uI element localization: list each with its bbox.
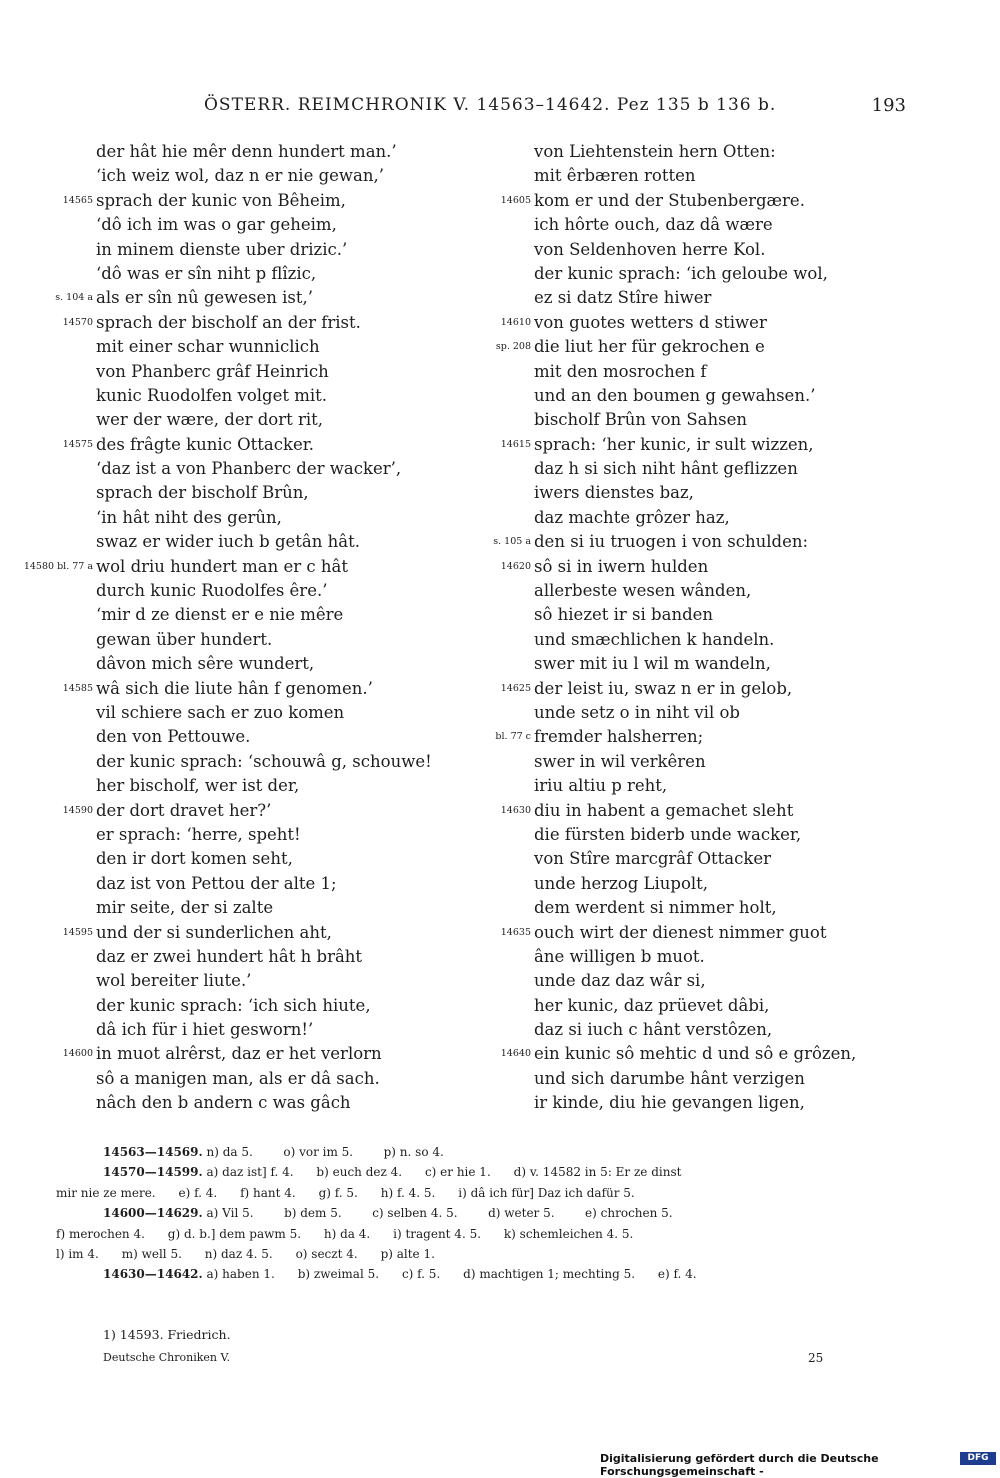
verse-line bbox=[480, 823, 950, 847]
verse-text: des frâgte kunic Ottacker. bbox=[96, 434, 315, 454]
verse-line bbox=[0, 799, 470, 823]
verse-text: der kunic sprach: ‘ich geloube wol, bbox=[534, 263, 828, 283]
verse-line bbox=[0, 481, 470, 505]
verse-line bbox=[480, 506, 950, 530]
verse-line bbox=[480, 140, 950, 164]
verse-text: den von Pettouwe. bbox=[96, 727, 251, 747]
verse-text: swaz er wider iuch b getân hât. bbox=[96, 532, 360, 552]
dfg-banner bbox=[600, 1447, 1000, 1478]
verse-line bbox=[0, 433, 470, 457]
verse-line bbox=[480, 994, 950, 1018]
verse-text: die liut her für gekrochen e bbox=[534, 337, 765, 357]
line-number: 14615 bbox=[500, 438, 531, 450]
verse-text: als er sîn nû gewesen ist,’ bbox=[96, 288, 314, 308]
verse-text: ez si datz Stîre hiwer bbox=[534, 288, 712, 308]
verse-line bbox=[480, 164, 950, 188]
verse-line bbox=[480, 652, 950, 676]
page-number: 193 bbox=[871, 95, 906, 116]
note-text: mir nie ze mere. e) f. 4. f) hant 4. g) f. 5. h) f. 4. 5. i) dâ ich für] Daz ich dafür 5. bbox=[56, 1185, 635, 1200]
verse-line bbox=[480, 896, 950, 920]
verse-line bbox=[480, 628, 950, 652]
verse-text: wol bereiter liute.’ bbox=[96, 971, 252, 991]
line-number: 14565 bbox=[62, 194, 93, 206]
verse-text: und der si sunderlichen aht, bbox=[96, 922, 332, 942]
verse-line bbox=[0, 457, 470, 481]
verse-line bbox=[0, 164, 470, 188]
verse-line bbox=[0, 555, 470, 579]
line-number: 14590 bbox=[62, 804, 93, 816]
line-number: s. 104 a bbox=[55, 292, 93, 304]
verse-text: durch kunic Ruodolfes êre.’ bbox=[96, 581, 328, 601]
verse-text: swer mit iu l wil m wandeln, bbox=[534, 654, 771, 674]
note-range: 14630—14642. bbox=[103, 1267, 203, 1282]
verse-line bbox=[480, 481, 950, 505]
verse-text: ‘dô was er sîn niht p flîzic, bbox=[96, 263, 317, 283]
note-line bbox=[56, 1224, 906, 1244]
verse-text: der hât hie mêr denn hundert man.’ bbox=[96, 142, 397, 161]
note-text: n) da 5. o) vor im 5. p) n. so 4. bbox=[206, 1145, 444, 1159]
note-text: l) im 4. m) well 5. n) daz 4. 5. o) seczt 4. p) alte 1. bbox=[56, 1246, 435, 1261]
verse-line bbox=[480, 774, 950, 798]
verse-text: die fürsten biderb unde wacker, bbox=[534, 824, 802, 844]
verse-line bbox=[0, 213, 470, 237]
line-number: sp. 208 bbox=[495, 341, 531, 353]
verse-line bbox=[480, 286, 950, 310]
verse-line bbox=[0, 1018, 470, 1042]
verse-text: ‘ich weiz wol, daz n er nie gewan,’ bbox=[96, 166, 384, 186]
verse-text: wol driu hundert man er c hât bbox=[96, 556, 348, 576]
verse-line bbox=[480, 1018, 950, 1042]
verse-line bbox=[0, 238, 470, 262]
verse-line bbox=[480, 360, 950, 384]
verse-line bbox=[480, 872, 950, 896]
line-number: bl. 77 c bbox=[495, 731, 531, 743]
verse-text: von Liehtenstein hern Otten: bbox=[534, 142, 776, 161]
note-text: f) merochen 4. g) d. b.] dem pawm 5. h) da 4. i) tragent 4. 5. k) schemleichen 4. 5. bbox=[56, 1226, 634, 1241]
apparatus-notes bbox=[56, 1142, 906, 1285]
verse-line bbox=[0, 701, 470, 725]
series-title: Deutsche Chroniken V. bbox=[103, 1351, 230, 1364]
verse-text: unde daz daz wâr si, bbox=[534, 971, 706, 991]
verse-text: mit êrbæren rotten bbox=[534, 166, 696, 186]
verse-text: daz h si sich niht hânt geflizzen bbox=[534, 459, 798, 479]
verse-text: ir kinde, diu hie gevangen ligen, bbox=[534, 1093, 805, 1113]
line-number: 14575 bbox=[62, 438, 93, 450]
verse-text: ‘mir d ze dienst er e nie mêre bbox=[96, 605, 344, 625]
verse-text: bischolf Brûn von Sahsen bbox=[534, 410, 748, 430]
line-number: 14620 bbox=[500, 560, 531, 572]
verse-line bbox=[0, 750, 470, 774]
dfg-logo-icon: DFG bbox=[960, 1452, 996, 1465]
verse-line bbox=[0, 360, 470, 384]
line-number: 14570 bbox=[62, 316, 93, 328]
verse-line bbox=[480, 921, 950, 945]
line-number: 14610 bbox=[500, 316, 531, 328]
line-number: 14625 bbox=[500, 682, 531, 694]
verse-line bbox=[0, 677, 470, 701]
verse-line bbox=[480, 701, 950, 725]
verse-text: ‘in hât niht des gerûn, bbox=[96, 507, 282, 527]
verse-text: gewan über hundert. bbox=[96, 629, 273, 649]
verse-text: der kunic sprach: ‘schouwâ g, schouwe! bbox=[96, 751, 432, 771]
verse-line bbox=[480, 555, 950, 579]
note-line bbox=[56, 1183, 906, 1203]
verse-line bbox=[0, 628, 470, 652]
verse-text: sprach der bischolf an der frist. bbox=[96, 312, 361, 332]
verse-line bbox=[0, 603, 470, 627]
verse-line bbox=[0, 408, 470, 432]
line-number: 14640 bbox=[500, 1048, 531, 1060]
verse-text: mit einer schar wunniclich bbox=[96, 337, 320, 357]
verse-text: und sich darumbe hânt verzigen bbox=[534, 1068, 805, 1088]
line-number: 14585 bbox=[62, 682, 93, 694]
verse-line bbox=[480, 725, 950, 749]
note-range: 14563—14569. bbox=[103, 1145, 203, 1159]
verse-line bbox=[0, 652, 470, 676]
verse-text: sprach: ‘her kunic, ir sult wizzen, bbox=[534, 434, 814, 454]
verse-line bbox=[0, 994, 470, 1018]
verse-line bbox=[0, 530, 470, 554]
verse-line bbox=[0, 1067, 470, 1091]
verse-text: der dort dravet her?’ bbox=[96, 800, 272, 820]
verse-text: ‘daz ist a von Phanberc der wacker’, bbox=[96, 459, 402, 479]
line-number: 14580 bl. 77 a bbox=[23, 560, 93, 572]
verse-text: ‘dô ich im was o gar geheim, bbox=[96, 215, 337, 235]
verse-text: daz machte grôzer haz, bbox=[534, 507, 730, 527]
line-number: 14595 bbox=[62, 926, 93, 938]
verse-text: er sprach: ‘herre, speht! bbox=[96, 824, 301, 844]
verse-line bbox=[0, 286, 470, 310]
note-line bbox=[56, 1203, 906, 1223]
verse-text: iwers dienstes baz, bbox=[534, 483, 694, 503]
verse-text: wer der wære, der dort rit, bbox=[96, 410, 324, 430]
verse-text: in minem dienste uber drizic.’ bbox=[96, 239, 348, 259]
verse-line bbox=[0, 921, 470, 945]
running-title: ÖSTERR. REIMCHRONIK V. 14563–14642. Pez 135 b 136 b. bbox=[204, 95, 777, 115]
verse-line bbox=[480, 1091, 950, 1115]
verse-line bbox=[0, 896, 470, 920]
verse-text: der kunic sprach: ‘ich sich hiute, bbox=[96, 995, 371, 1015]
verse-text: iriu altiu p reht, bbox=[534, 776, 668, 796]
dfg-funding-text: Digitalisierung gefördert durch die Deutsche Forschungsgemeinschaft - bbox=[600, 1452, 879, 1478]
verse-line bbox=[480, 1042, 950, 1066]
verse-line bbox=[480, 262, 950, 286]
verse-text: her kunic, daz prüevet dâbi, bbox=[534, 995, 770, 1015]
verse-line bbox=[0, 335, 470, 359]
verse-line bbox=[480, 969, 950, 993]
verse-text: mit den mosrochen f bbox=[534, 361, 707, 381]
verse-line bbox=[0, 823, 470, 847]
verse-text: den si iu truogen i von schulden: bbox=[534, 532, 809, 552]
verse-text: dâ ich für i hiet gesworn!’ bbox=[96, 1020, 314, 1040]
verse-text: dâvon mich sêre wundert, bbox=[96, 654, 315, 674]
verse-line bbox=[0, 725, 470, 749]
footnote: 1) 14593. Friedrich. bbox=[103, 1327, 231, 1342]
verse-line bbox=[0, 262, 470, 286]
verse-text: ouch wirt der dienest nimmer guot bbox=[534, 922, 827, 942]
signature-mark: 25 bbox=[808, 1351, 824, 1365]
note-line bbox=[56, 1142, 906, 1162]
verse-line bbox=[480, 945, 950, 969]
verse-line bbox=[0, 189, 470, 213]
verse-text: ich hôrte ouch, daz dâ wære bbox=[534, 215, 773, 235]
verse-line bbox=[480, 750, 950, 774]
verse-text: sô si in iwern hulden bbox=[534, 556, 709, 576]
verse-line bbox=[480, 457, 950, 481]
verse-text: und smæchlichen k handeln. bbox=[534, 629, 775, 649]
verse-text: daz er zwei hundert hât h brâht bbox=[96, 946, 363, 966]
verse-line bbox=[0, 311, 470, 335]
verse-line bbox=[480, 603, 950, 627]
left-verse-column bbox=[0, 140, 470, 1116]
verse-text: den ir dort komen seht, bbox=[96, 849, 293, 869]
line-number: 14635 bbox=[500, 926, 531, 938]
verse-text: vil schiere sach er zuo komen bbox=[96, 702, 345, 722]
verse-line bbox=[0, 969, 470, 993]
verse-text: der leist iu, swaz n er in gelob, bbox=[534, 678, 793, 698]
verse-line bbox=[480, 847, 950, 871]
verse-text: swer in wil verkêren bbox=[534, 751, 706, 771]
note-line bbox=[56, 1264, 906, 1284]
verse-text: ein kunic sô mehtic d und sô e grôzen, bbox=[534, 1044, 857, 1064]
verse-text: her bischolf, wer ist der, bbox=[96, 776, 300, 796]
verse-text: allerbeste wesen wânden, bbox=[534, 581, 752, 601]
verse-text: von Phanberc grâf Heinrich bbox=[96, 361, 329, 381]
verse-text: mir seite, der si zalte bbox=[96, 898, 274, 918]
verse-text: dem werdent si nimmer holt, bbox=[534, 898, 777, 918]
verse-text: sô a manigen man, als er dâ sach. bbox=[96, 1068, 380, 1088]
line-number: 14630 bbox=[500, 804, 531, 816]
verse-line bbox=[480, 677, 950, 701]
verse-line bbox=[480, 530, 950, 554]
line-number: 14605 bbox=[500, 194, 531, 206]
verse-text: kom er und der Stubenbergære. bbox=[534, 190, 805, 210]
verse-line bbox=[0, 384, 470, 408]
line-number: 14600 bbox=[62, 1048, 93, 1060]
verse-line bbox=[480, 189, 950, 213]
verse-text: fremder halsherren; bbox=[534, 727, 704, 747]
note-line bbox=[56, 1244, 906, 1264]
note-range: 14600—14629. bbox=[103, 1206, 203, 1221]
verse-line bbox=[480, 335, 950, 359]
verse-text: und an den boumen g gewahsen.’ bbox=[534, 385, 816, 405]
verse-line bbox=[0, 1042, 470, 1066]
note-line bbox=[56, 1162, 906, 1182]
verse-line bbox=[0, 579, 470, 603]
verse-line bbox=[480, 213, 950, 237]
verse-text: kunic Ruodolfen volget mit. bbox=[96, 385, 328, 405]
verse-line bbox=[480, 384, 950, 408]
verse-text: sprach der kunic von Bêheim, bbox=[96, 190, 346, 210]
verse-line bbox=[480, 238, 950, 262]
verse-text: wâ sich die liute hân f genomen.’ bbox=[96, 678, 373, 698]
verse-text: in muot alrêrst, daz er het verlorn bbox=[96, 1044, 382, 1064]
verse-line bbox=[0, 140, 470, 164]
page-header bbox=[0, 95, 1000, 119]
verse-line bbox=[480, 408, 950, 432]
verse-text: sprach der bischolf Brûn, bbox=[96, 483, 309, 503]
verse-text: âne willigen b muot. bbox=[534, 946, 705, 966]
verse-line bbox=[0, 945, 470, 969]
verse-text: von guotes wetters d stiwer bbox=[534, 312, 767, 332]
verse-line bbox=[0, 872, 470, 896]
verse-line bbox=[0, 506, 470, 530]
verse-text: sô hiezet ir si banden bbox=[534, 605, 714, 625]
verse-text: daz si iuch c hânt verstôzen, bbox=[534, 1020, 773, 1040]
verse-line bbox=[480, 433, 950, 457]
verse-line bbox=[480, 311, 950, 335]
verse-line bbox=[0, 774, 470, 798]
verse-line bbox=[0, 847, 470, 871]
verse-text: von Stîre marcgrâf Ottacker bbox=[534, 849, 772, 869]
note-range: 14570—14599. bbox=[103, 1165, 203, 1180]
verse-text: nâch den b andern c was gâch bbox=[96, 1093, 351, 1113]
verse-text: diu in habent a gemachet sleht bbox=[534, 800, 794, 820]
note-text: a) Vil 5. b) dem 5. c) selben 4. 5. d) weter 5. e) chrochen 5. bbox=[206, 1206, 673, 1221]
note-text: a) daz ist] f. 4. b) euch dez 4. c) er hie 1. d) v. 14582 in 5: Er ze dinst bbox=[206, 1165, 682, 1180]
line-number: s. 105 a bbox=[493, 536, 531, 548]
verse-text: von Seldenhoven herre Kol. bbox=[534, 239, 766, 259]
verse-text: daz ist von Pettou der alte 1; bbox=[96, 873, 337, 893]
right-verse-column bbox=[480, 140, 950, 1116]
verse-text: unde herzog Liupolt, bbox=[534, 873, 709, 893]
verse-line bbox=[480, 579, 950, 603]
verse-text: unde setz o in niht vil ob bbox=[534, 702, 740, 722]
verse-line bbox=[0, 1091, 470, 1115]
verse-line bbox=[480, 799, 950, 823]
verse-line bbox=[480, 1067, 950, 1091]
note-text: a) haben 1. b) zweimal 5. c) f. 5. d) machtigen 1; mechting 5. e) f. 4. bbox=[206, 1267, 697, 1282]
